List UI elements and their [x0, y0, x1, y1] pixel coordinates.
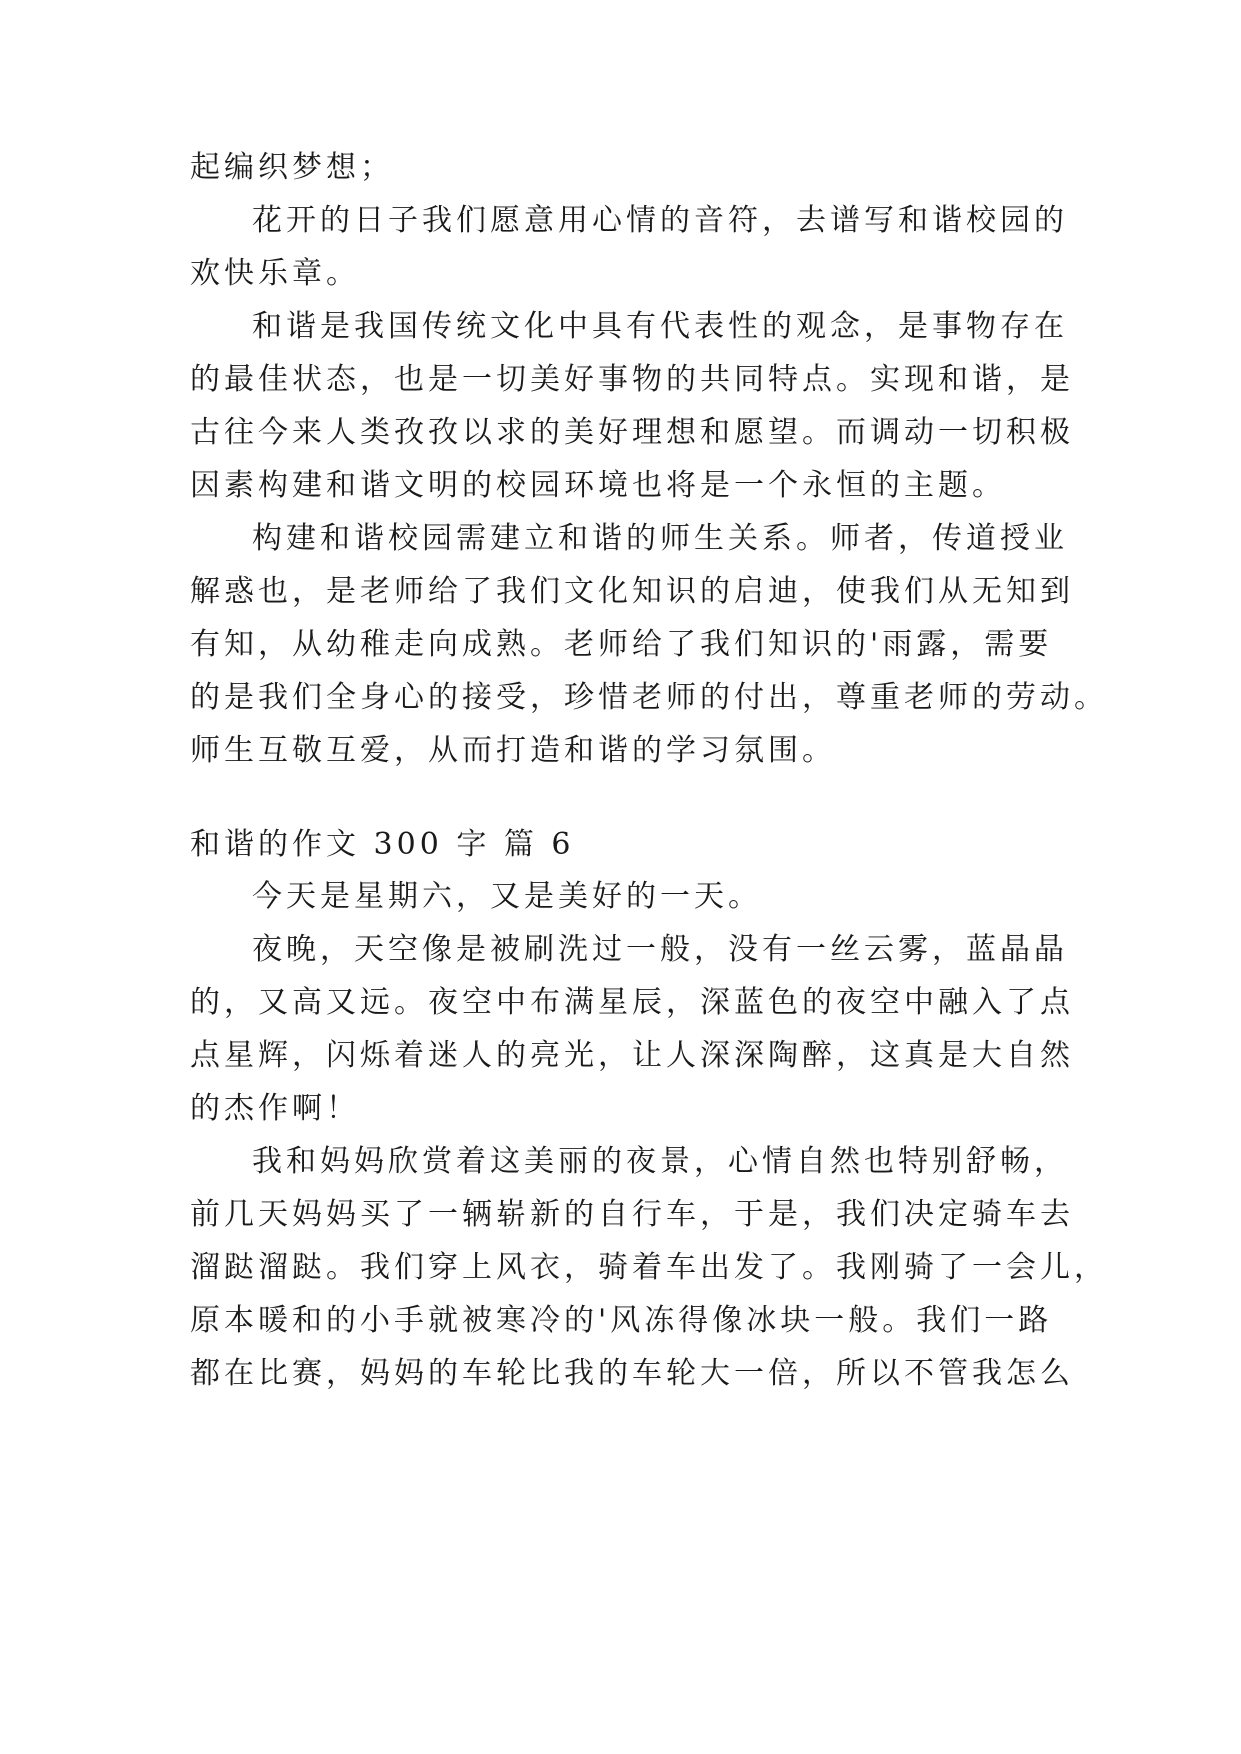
text-line: 有知，从幼稚走向成熟。老师给了我们知识的'雨露，需要 [190, 627, 1053, 662]
text-line: 因素构建和谐文明的校园环境也将是一个永恒的主题。 [190, 468, 1006, 503]
paragraph-start: 构建和谐校园需建立和谐的师生关系。师者，传道授业 [252, 521, 1068, 556]
paragraph-start: 和谐是我国传统文化中具有代表性的观念，是事物存在 [252, 309, 1068, 344]
text-line: 欢快乐章。 [190, 256, 360, 291]
text-line: 前几天妈妈买了一辆崭新的自行车，于是，我们决定骑车去 [190, 1197, 1074, 1232]
paragraph-start: 今天是星期六，又是美好的一天。 [252, 879, 762, 914]
text-line: 的，又高又远。夜空中布满星辰，深蓝色的夜空中融入了点 [190, 985, 1074, 1020]
text-line: 都在比赛，妈妈的车轮比我的车轮大一倍，所以不管我怎么 [190, 1356, 1074, 1391]
text-line: 师生互敬互爱，从而打造和谐的学习氛围。 [190, 733, 836, 768]
text-line: 点星辉，闪烁着迷人的亮光，让人深深陶醉，这真是大自然 [190, 1038, 1074, 1073]
paragraph-start: 夜晚，天空像是被刷洗过一般，没有一丝云雾，蓝晶晶 [252, 932, 1068, 967]
paragraph-start: 我和妈妈欣赏着这美丽的夜景，心情自然也特别舒畅， [252, 1144, 1068, 1179]
text-line: 溜跶溜跶。我们穿上风衣，骑着车出发了。我刚骑了一会儿， [190, 1250, 1108, 1285]
text-line: 的是我们全身心的接受，珍惜老师的付出，尊重老师的劳动。 [190, 680, 1108, 715]
section-heading: 和谐的作文 300 字 篇 6 [190, 827, 575, 862]
text-line: 的最佳状态，也是一切美好事物的共同特点。实现和谐，是 [190, 362, 1074, 397]
paragraph-start: 花开的日子我们愿意用心情的音符，去谱写和谐校园的 [252, 203, 1068, 238]
text-line: 的杰作啊！ [190, 1091, 360, 1126]
text-line: 解惑也，是老师给了我们文化知识的启迪，使我们从无知到 [190, 574, 1074, 609]
text-line: 原本暖和的小手就被寒冷的'风冻得像冰块一般。我们一路 [190, 1303, 1053, 1338]
text-line: 起编织梦想； [190, 150, 394, 185]
text-line: 古往今来人类孜孜以求的美好理想和愿望。而调动一切积极 [190, 415, 1074, 450]
